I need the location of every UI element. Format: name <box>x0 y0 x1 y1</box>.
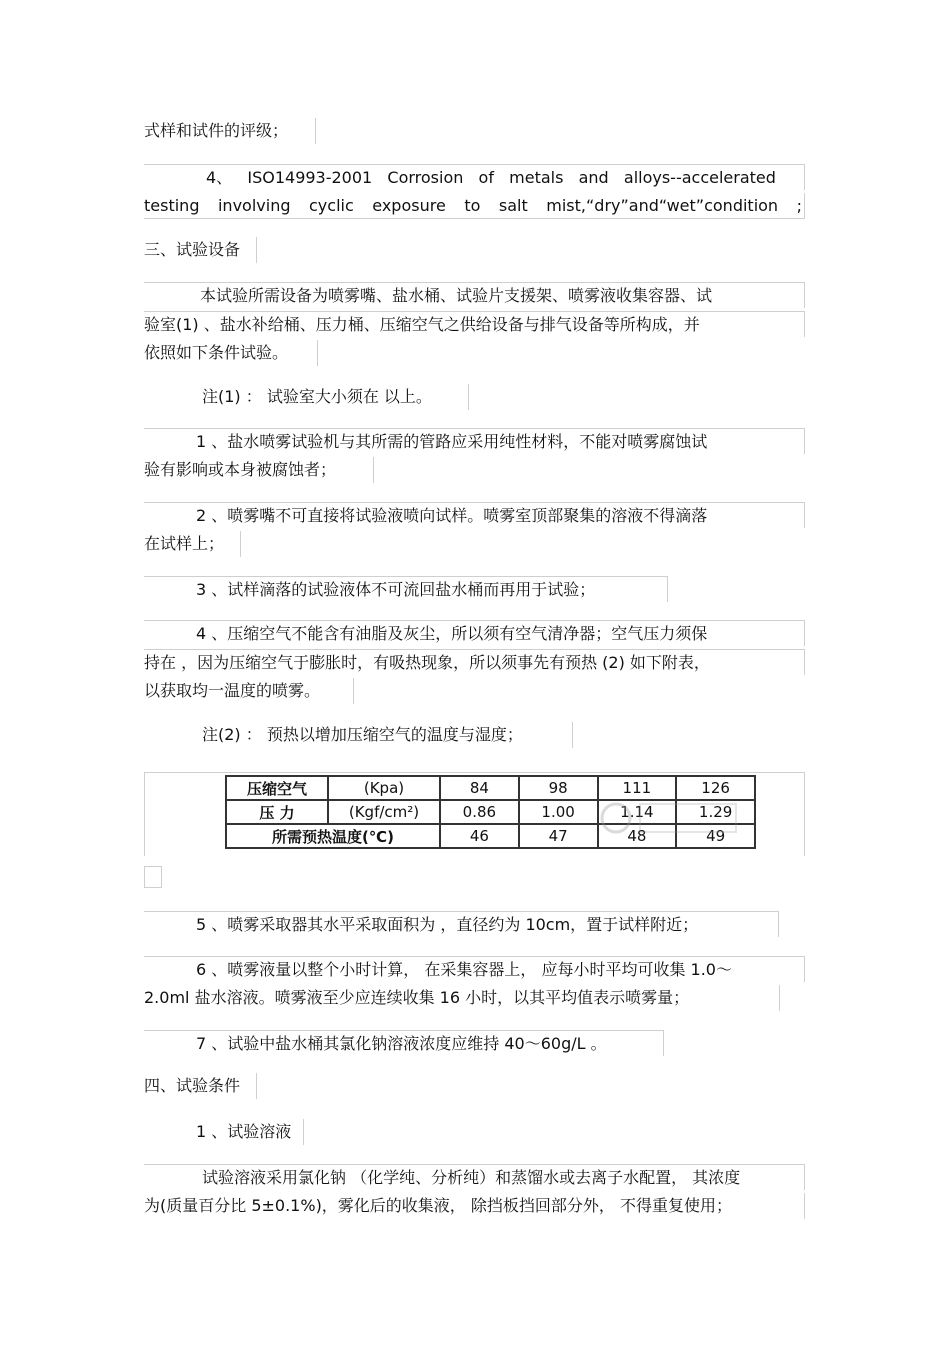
preheat-table-frame <box>144 772 805 856</box>
ref-word: Corrosion <box>387 168 464 187</box>
text-line: 式样和试件的评级； <box>144 118 316 144</box>
reference-4-line1 <box>144 164 805 190</box>
text-line: 6 、喷雾液量以整个小时计算， 在采集容器上， 应每小时平均可收集 1.0～ <box>144 956 805 982</box>
text-line: 验室(1) 、盐水补给桶、压力桶、压缩空气之供给设备与排气设备等所构成，并 <box>144 311 805 337</box>
table-cell: 48 <box>598 824 677 848</box>
table-cell: 111 <box>598 776 677 800</box>
text-line: 依照如下条件试验。 <box>144 340 318 366</box>
table-cell: 98 <box>519 776 598 800</box>
table-cell: 84 <box>440 776 519 800</box>
text-line: 为(质量百分比 5±0.1%)，雾化后的收集液， 除挡板挡回部分外， 不得重复使用； <box>144 1193 805 1219</box>
ref-word: ISO14993-2001 <box>247 168 373 187</box>
text-line: 验有影响或本身被腐蚀者； <box>144 457 374 483</box>
empty-box <box>144 866 162 888</box>
subsection-heading: 1 、试验溶液 <box>144 1119 304 1145</box>
ref-word: testing <box>144 196 200 215</box>
section-heading: 四、试验条件 <box>144 1073 257 1099</box>
table-cell: 1.14 <box>598 800 677 824</box>
ref-word: exposure <box>372 196 446 215</box>
text-line: 2.0ml 盐水溶液。喷雾液至少应连续收集 16 小时，以其平均值表示喷雾量； <box>144 985 780 1011</box>
text-line: 2 、喷雾嘴不可直接将试验液喷向试样。喷雾室顶部聚集的溶液不得滴落 <box>144 502 805 528</box>
table-cell: 1.29 <box>676 800 755 824</box>
ref-word: metals <box>509 168 564 187</box>
table-row <box>226 824 755 848</box>
ref-word: mist,“dry”and“wet”condition <box>546 196 779 215</box>
section-heading: 三、试验设备 <box>144 237 257 263</box>
table-row <box>226 776 755 800</box>
table-row <box>226 800 755 824</box>
text-line: 5 、喷雾采取器其水平采取面积为 ，直径约为 10cm，置于试样附近； <box>144 911 779 937</box>
table-cell: 126 <box>676 776 755 800</box>
text-line: 在试样上； <box>144 531 241 557</box>
note-line: 注(2) ： 预热以增加压缩空气的温度与湿度； <box>144 722 573 748</box>
text-line: 以获取均一温度的喷雾。 <box>144 678 354 704</box>
table-cell: 压 力 <box>226 800 328 824</box>
table-cell: (Kpa) <box>328 776 440 800</box>
ref-word: to <box>464 196 481 215</box>
reference-4-line2 <box>144 193 805 219</box>
preheat-table <box>225 775 756 849</box>
table-cell: 47 <box>519 824 598 848</box>
table-cell: 46 <box>440 824 519 848</box>
ref-word: 4、 <box>206 168 233 187</box>
ref-word: of <box>478 168 494 187</box>
text-line: 4 、压缩空气不能含有油脂及灰尘，所以须有空气清净器；空气压力须保 <box>144 620 805 646</box>
ref-word: alloys--accelerated <box>623 168 776 187</box>
text-line: 1 、盐水喷雾试验机与其所需的管路应采用纯性材料，不能对喷雾腐蚀试 <box>144 428 805 454</box>
ref-word: ; <box>796 196 802 215</box>
table-cell: 所需预热温度(℃) <box>226 824 440 848</box>
text-line: 持在 ，因为压缩空气于膨胀时，有吸热现象，所以须事先有预热 (2) 如下附表， <box>144 649 805 675</box>
ref-word: salt <box>498 196 528 215</box>
table-cell: 压缩空气 <box>226 776 328 800</box>
ref-word: involving <box>217 196 291 215</box>
text-line: 试验溶液采用氯化钠 （化学纯、分析纯）和蒸馏水或去离子水配置， 其浓度 <box>144 1164 805 1190</box>
table-cell: 1.00 <box>519 800 598 824</box>
ref-word: cyclic <box>309 196 354 215</box>
table-cell: (Kgf/cm²) <box>328 800 440 824</box>
text-line: 本试验所需设备为喷雾嘴、盐水桶、试验片支援架、喷雾液收集容器、试 <box>144 282 805 308</box>
note-line: 注(1) ： 试验室大小须在 以上。 <box>144 384 469 410</box>
text-line: 7 、试验中盐水桶其氯化钠溶液浓度应维持 40～60g/L 。 <box>144 1030 664 1056</box>
ref-word: and <box>578 168 609 187</box>
text-line: 3 、试样滴落的试验液体不可流回盐水桶而再用于试验； <box>144 576 668 602</box>
table-cell: 0.86 <box>440 800 519 824</box>
table-cell: 49 <box>676 824 755 848</box>
